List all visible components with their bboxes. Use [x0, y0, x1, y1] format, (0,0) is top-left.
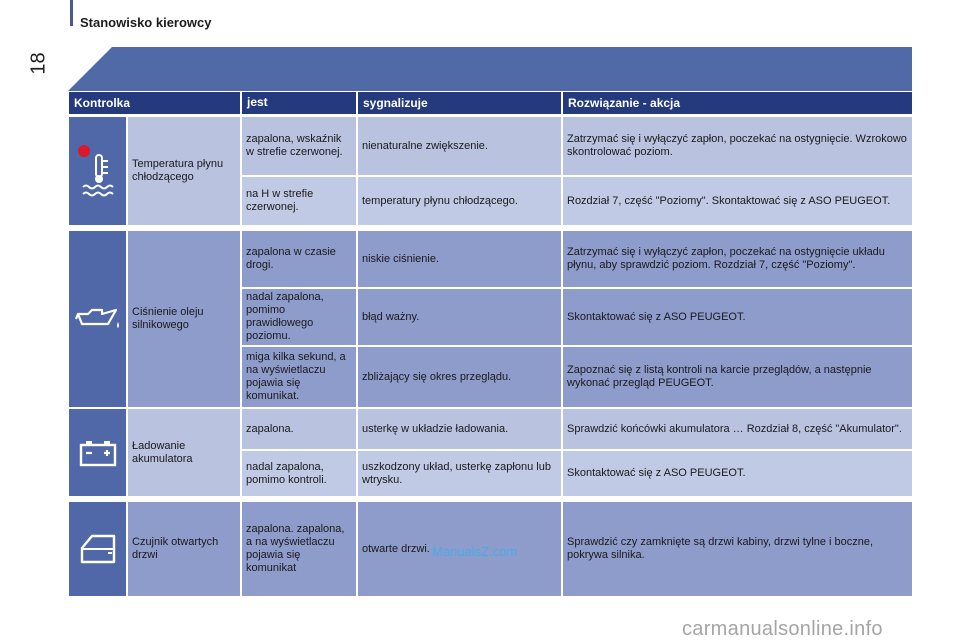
oil-row1-sygnalizuje: niskie ciśnienie. [358, 231, 561, 287]
oil-row2-akcja: Skontaktować się z ASO PEUGEOT. [563, 289, 912, 345]
door-row1-jest: zapalona. zapalona, a na wyświetlaczu pojawia się komunikat [242, 502, 356, 596]
header-sygnalizuje: sygnalizuje [358, 92, 561, 114]
group-name-coolant: Temperatura płynu chłodzącego [128, 117, 240, 225]
group-name-battery: Ładowanie akumulatora [128, 409, 240, 496]
group-name-door: Czujnik otwartych drzwi [128, 502, 240, 596]
oil-row2-jest: nadal zapalona, pomimo prawidłowego poziomu. [242, 289, 356, 345]
header-kontrolka: Kontrolka [69, 92, 240, 114]
battery-row1-sygnalizuje: usterkę w układzie ładowania. [358, 409, 561, 449]
page-number: 18 [27, 52, 50, 75]
door-row1-akcja: Sprawdzić czy zamknięte są drzwi kabiny, drzwi tylne i boczne, pokrywa silnika. [563, 502, 912, 596]
coolant-row2-sygnalizuje: temperatury płynu chłodzącego. [358, 177, 561, 225]
header-jest: jest [242, 92, 356, 114]
header-rozwiazanie: Rozwiązanie - akcja [563, 92, 912, 114]
oil-row1-akcja: Zatrzymać się i wyłączyć zapłon, poczekać na ostygnięcie układu płynu, aby sprawdzić poziom. Rozdział 7, część "Poziomy". [563, 231, 912, 287]
coolant-row1-jest: zapalona, wskaźnik w strefie czerwonej. [242, 117, 356, 175]
battery-icon-cell [69, 409, 126, 496]
door-row1-sygnalizuje: otwarte drzwi. [358, 502, 561, 596]
coolant-row1-sygnalizuje: nienaturalne zwiększenie. [358, 117, 561, 175]
oil-icon-cell [69, 231, 126, 407]
margin-bar [70, 0, 73, 26]
coolant-row2-akcja: Rozdział 7, część "Poziomy". Skontaktować się z ASO PEUGEOT. [563, 177, 912, 225]
oil-row3-sygnalizuje: zbliżający się okres przeglądu. [358, 347, 561, 407]
oil-row3-akcja: Zapoznać się z listą kontroli na karcie przeglądów, a następnie wykonać przegląd PEUGEOT. [563, 347, 912, 407]
battery-row2-jest: nadal zapalona, pomimo kontroli. [242, 451, 356, 496]
overlay-watermark: ManualsZ.com [432, 544, 518, 559]
oil-row1-jest: zapalona w czasie drogi. [242, 231, 356, 287]
coolant-row2-jest: na H w strefie czerwonej. [242, 177, 356, 225]
door-icon-cell [69, 502, 126, 596]
site-watermark[interactable]: carmanualsonline.info [682, 618, 883, 640]
battery-row1-jest: zapalona. [242, 409, 356, 449]
header-banner [68, 47, 912, 91]
oil-row2-sygnalizuje: błąd ważny. [358, 289, 561, 345]
open-door-icon [78, 532, 118, 566]
coolant-row1-akcja: Zatrzymać się i wyłączyć zapłon, poczekać na ostygnięcie. Wzrokowo skontrolować poziom. [563, 117, 912, 175]
section-title: Stanowisko kierowcy [80, 15, 212, 30]
oil-pressure-icon [74, 306, 122, 332]
battery-row2-akcja: Skontaktować się z ASO PEUGEOT. [563, 451, 912, 496]
oil-row3-jest: miga kilka sekund, a na wyświetlaczu pojawia się komunikat. [242, 347, 356, 407]
battery-row2-sygnalizuje: uszkodzony układ, usterkę zapłonu lub wtrysku. [358, 451, 561, 496]
battery-icon [78, 438, 118, 468]
group-name-oil: Ciśnienie oleju silnikowego [128, 231, 240, 407]
coolant-icon-cell [69, 117, 126, 225]
battery-row1-akcja: Sprawdzić końcówki akumulatora … Rozdział 8, część "Akumulator". [563, 409, 912, 449]
coolant-temperature-icon [77, 143, 119, 199]
